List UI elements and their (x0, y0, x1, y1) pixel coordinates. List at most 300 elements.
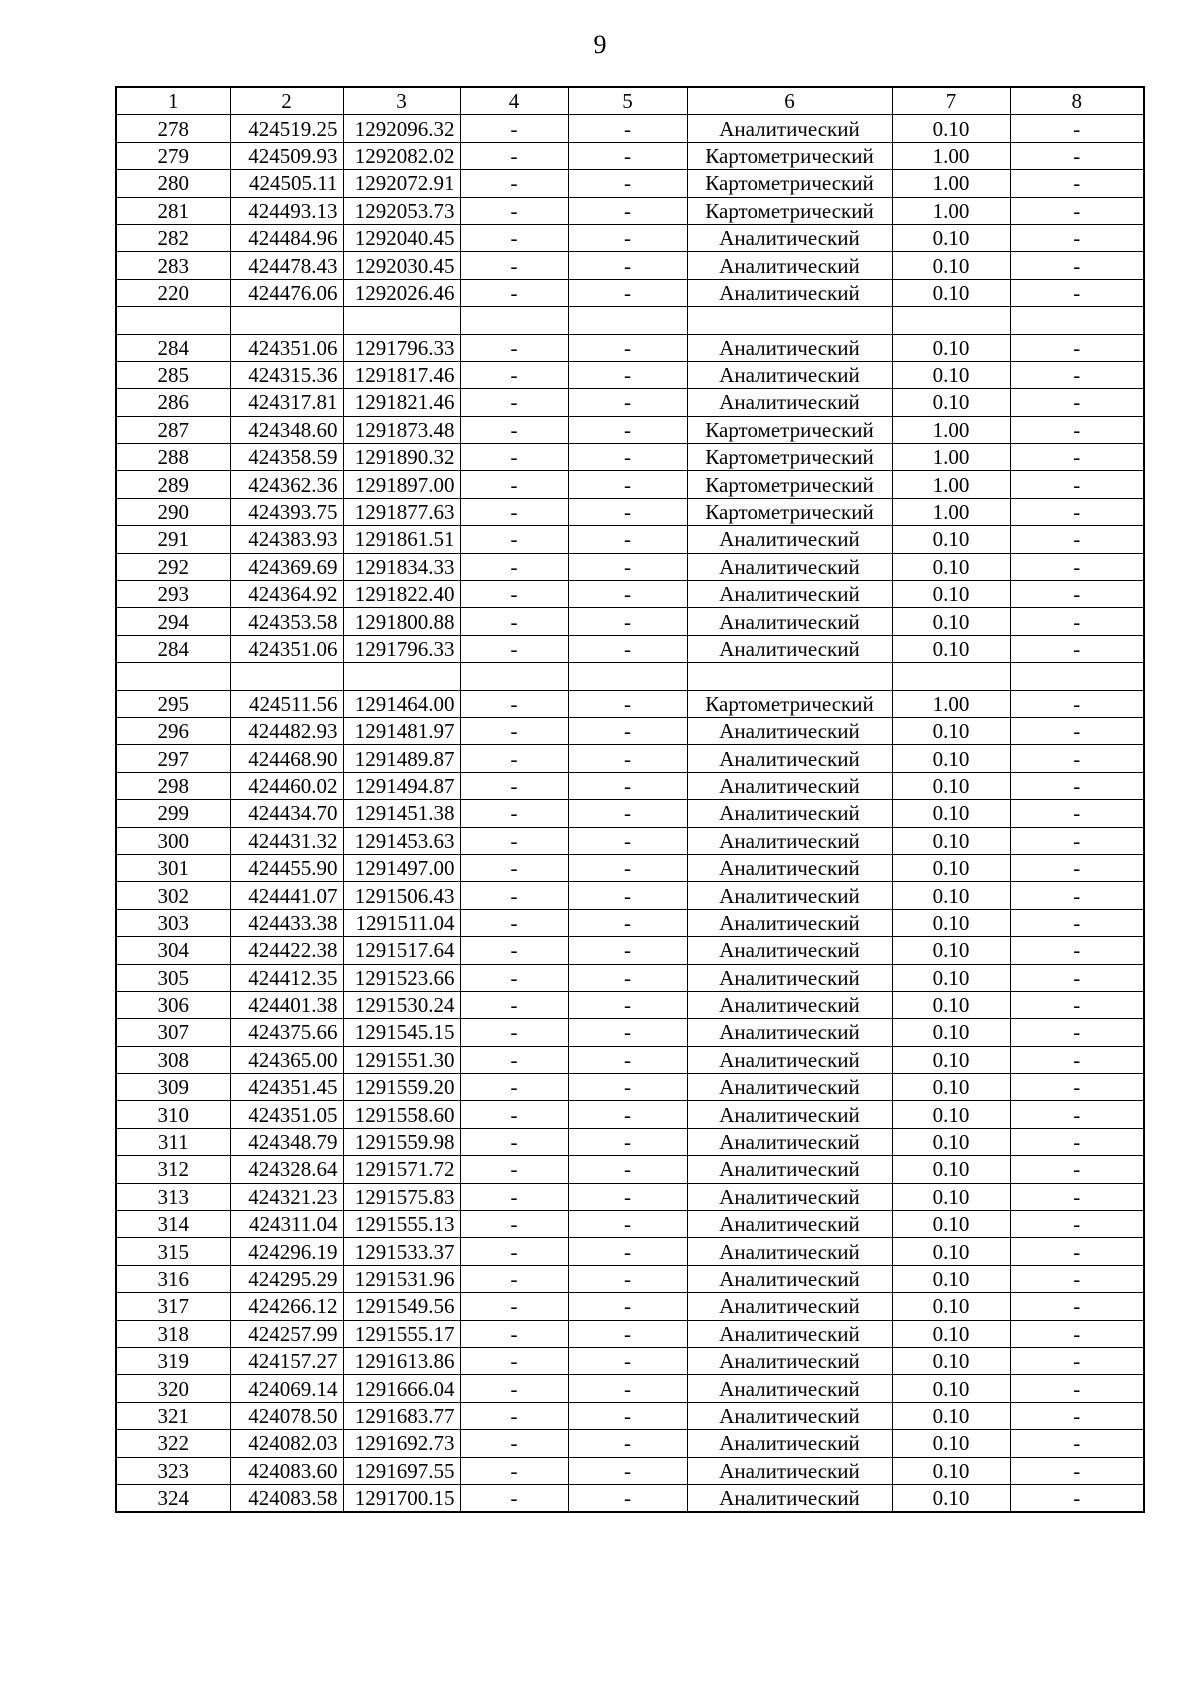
col-4-cell: - (460, 854, 568, 881)
point-number-cell: 306 (116, 991, 230, 1018)
coordinate-x-cell: 424317.81 (230, 389, 343, 416)
point-number-cell: 322 (116, 1430, 230, 1457)
point-number-cell: 309 (116, 1074, 230, 1101)
coordinate-y-cell: 1291511.04 (343, 909, 460, 936)
col-4-cell: - (460, 717, 568, 744)
coordinate-x-cell: 424083.60 (230, 1457, 343, 1484)
table-row (116, 115, 1144, 142)
point-number-cell: 285 (116, 361, 230, 388)
method-cell: Картометрический (687, 142, 892, 169)
accuracy-cell: 0.10 (892, 717, 1010, 744)
table-row (116, 964, 1144, 991)
col-4-cell: - (460, 1293, 568, 1320)
method-cell: Аналитический (687, 553, 892, 580)
col-4-cell: - (460, 1430, 568, 1457)
col-8-cell: - (1010, 526, 1144, 553)
col-8-cell: - (1010, 1101, 1144, 1128)
column-header-5: 5 (568, 87, 687, 115)
point-number-cell: 323 (116, 1457, 230, 1484)
col-4-cell: - (460, 1211, 568, 1238)
col-4-cell: - (460, 964, 568, 991)
col-5-cell: - (568, 1183, 687, 1210)
col-8-cell: - (1010, 1484, 1144, 1512)
coordinate-x-cell: 424393.75 (230, 498, 343, 525)
table-row (116, 553, 1144, 580)
coordinate-y-cell: 1291873.48 (343, 416, 460, 443)
accuracy-cell: 0.10 (892, 1293, 1010, 1320)
coordinate-x-cell: 424362.36 (230, 471, 343, 498)
accuracy-cell: 1.00 (892, 690, 1010, 717)
point-number-cell: 284 (116, 334, 230, 361)
coordinate-x-cell: 424478.43 (230, 252, 343, 279)
col-5-cell (568, 307, 687, 334)
col-5-cell: - (568, 1101, 687, 1128)
point-number-cell (116, 663, 230, 690)
point-number-cell: 293 (116, 581, 230, 608)
col-4-cell: - (460, 1375, 568, 1402)
table-row (116, 224, 1144, 251)
col-5-cell: - (568, 1375, 687, 1402)
coordinate-y-cell: 1292082.02 (343, 142, 460, 169)
col-5-cell: - (568, 115, 687, 142)
table-row (116, 854, 1144, 881)
col-8-cell: - (1010, 1046, 1144, 1073)
method-cell: Аналитический (687, 1046, 892, 1073)
col-4-cell: - (460, 1457, 568, 1484)
col-8-cell: - (1010, 1293, 1144, 1320)
coordinate-x-cell: 424468.90 (230, 745, 343, 772)
accuracy-cell: 0.10 (892, 991, 1010, 1018)
coordinate-x-cell: 424157.27 (230, 1347, 343, 1374)
coordinate-x-cell: 424441.07 (230, 882, 343, 909)
col-5-cell: - (568, 334, 687, 361)
accuracy-cell: 0.10 (892, 526, 1010, 553)
col-5-cell: - (568, 1019, 687, 1046)
method-cell: Аналитический (687, 882, 892, 909)
table-row (116, 334, 1144, 361)
coordinate-x-cell: 424493.13 (230, 197, 343, 224)
point-number-cell: 305 (116, 964, 230, 991)
coordinate-y-cell: 1291453.63 (343, 827, 460, 854)
coordinate-x-cell: 424296.19 (230, 1238, 343, 1265)
point-number-cell: 318 (116, 1320, 230, 1347)
method-cell: Аналитический (687, 361, 892, 388)
table-row (116, 772, 1144, 799)
col-4-cell: - (460, 553, 568, 580)
table-row (116, 1128, 1144, 1155)
coordinate-x-cell: 424078.50 (230, 1402, 343, 1429)
coordinate-x-cell: 424433.38 (230, 909, 343, 936)
table-row (116, 252, 1144, 279)
table-row (116, 690, 1144, 717)
coordinate-x-cell: 424295.29 (230, 1265, 343, 1292)
method-cell: Аналитический (687, 224, 892, 251)
method-cell: Аналитический (687, 909, 892, 936)
method-cell: Аналитический (687, 581, 892, 608)
col-5-cell: - (568, 142, 687, 169)
table-row (116, 581, 1144, 608)
point-number-cell: 299 (116, 800, 230, 827)
col-8-cell: - (1010, 717, 1144, 744)
col-5-cell: - (568, 717, 687, 744)
col-4-cell: - (460, 224, 568, 251)
coordinate-y-cell: 1291551.30 (343, 1046, 460, 1073)
col-4-cell: - (460, 1074, 568, 1101)
col-8-cell (1010, 307, 1144, 334)
accuracy-cell: 0.10 (892, 1265, 1010, 1292)
col-4-cell: - (460, 1265, 568, 1292)
coordinate-y-cell: 1291796.33 (343, 334, 460, 361)
coordinate-y-cell: 1291494.87 (343, 772, 460, 799)
method-cell: Аналитический (687, 1265, 892, 1292)
coordinate-x-cell: 424434.70 (230, 800, 343, 827)
coordinate-y-cell: 1291834.33 (343, 553, 460, 580)
coordinate-y-cell: 1291877.63 (343, 498, 460, 525)
table-row (116, 1046, 1144, 1073)
table-row (116, 1238, 1144, 1265)
coordinate-y-cell: 1291613.86 (343, 1347, 460, 1374)
coordinate-y-cell: 1291545.15 (343, 1019, 460, 1046)
method-cell: Аналитический (687, 964, 892, 991)
method-cell: Аналитический (687, 389, 892, 416)
col-5-cell: - (568, 772, 687, 799)
col-5-cell (568, 663, 687, 690)
coordinate-x-cell: 424315.36 (230, 361, 343, 388)
coordinate-x-cell: 424328.64 (230, 1156, 343, 1183)
col-8-cell (1010, 663, 1144, 690)
method-cell: Аналитический (687, 279, 892, 306)
method-cell: Аналитический (687, 608, 892, 635)
method-cell: Картометрический (687, 444, 892, 471)
accuracy-cell: 0.10 (892, 224, 1010, 251)
table-row (116, 1430, 1144, 1457)
col-5-cell: - (568, 800, 687, 827)
accuracy-cell: 0.10 (892, 1430, 1010, 1457)
col-5-cell: - (568, 389, 687, 416)
col-8-cell: - (1010, 142, 1144, 169)
coordinate-y-cell: 1291555.13 (343, 1211, 460, 1238)
accuracy-cell: 1.00 (892, 416, 1010, 443)
table-row (116, 1484, 1144, 1512)
col-4-cell: - (460, 142, 568, 169)
col-4-cell (460, 663, 568, 690)
table-row (116, 361, 1144, 388)
col-5-cell: - (568, 1265, 687, 1292)
coordinate-y-cell: 1291530.24 (343, 991, 460, 1018)
coordinate-x-cell: 424348.60 (230, 416, 343, 443)
coordinate-x-cell: 424348.79 (230, 1128, 343, 1155)
table-row (116, 909, 1144, 936)
point-number-cell: 288 (116, 444, 230, 471)
accuracy-cell: 0.10 (892, 1484, 1010, 1512)
coordinate-x-cell (230, 663, 343, 690)
col-8-cell: - (1010, 361, 1144, 388)
col-5-cell: - (568, 909, 687, 936)
coordinate-y-cell: 1291506.43 (343, 882, 460, 909)
col-4-cell: - (460, 882, 568, 909)
table-row (116, 444, 1144, 471)
coordinate-x-cell: 424375.66 (230, 1019, 343, 1046)
accuracy-cell: 0.10 (892, 115, 1010, 142)
method-cell: Аналитический (687, 1457, 892, 1484)
point-number-cell: 324 (116, 1484, 230, 1512)
col-5-cell: - (568, 690, 687, 717)
table-row (116, 1375, 1144, 1402)
table-row (116, 1183, 1144, 1210)
point-number-cell: 308 (116, 1046, 230, 1073)
method-cell: Картометрический (687, 690, 892, 717)
method-cell: Аналитический (687, 1430, 892, 1457)
method-cell: Аналитический (687, 772, 892, 799)
coordinate-y-cell: 1291821.46 (343, 389, 460, 416)
col-8-cell: - (1010, 389, 1144, 416)
col-4-cell: - (460, 1019, 568, 1046)
col-4-cell: - (460, 1347, 568, 1374)
table-row (116, 1074, 1144, 1101)
col-5-cell: - (568, 252, 687, 279)
col-4-cell: - (460, 1046, 568, 1073)
col-4-cell: - (460, 389, 568, 416)
coordinate-x-cell: 424460.02 (230, 772, 343, 799)
coordinates-table (115, 86, 1145, 1513)
coordinate-x-cell: 424383.93 (230, 526, 343, 553)
col-4-cell: - (460, 991, 568, 1018)
point-number-cell: 319 (116, 1347, 230, 1374)
page-number: 9 (593, 30, 607, 59)
method-cell: Аналитический (687, 745, 892, 772)
point-number-cell: 289 (116, 471, 230, 498)
column-header-3: 3 (343, 87, 460, 115)
col-8-cell: - (1010, 690, 1144, 717)
col-8-cell: - (1010, 1375, 1144, 1402)
col-4-cell: - (460, 1128, 568, 1155)
point-number-cell: 220 (116, 279, 230, 306)
coordinate-y-cell: 1291517.64 (343, 937, 460, 964)
table-row (116, 170, 1144, 197)
method-cell: Аналитический (687, 1074, 892, 1101)
col-4-cell: - (460, 498, 568, 525)
coordinate-x-cell: 424082.03 (230, 1430, 343, 1457)
method-cell: Картометрический (687, 170, 892, 197)
point-number-cell: 291 (116, 526, 230, 553)
point-number-cell: 298 (116, 772, 230, 799)
col-5-cell: - (568, 1430, 687, 1457)
accuracy-cell: 0.10 (892, 389, 1010, 416)
point-number-cell: 296 (116, 717, 230, 744)
method-cell (687, 307, 892, 334)
accuracy-cell: 0.10 (892, 608, 1010, 635)
accuracy-cell: 0.10 (892, 964, 1010, 991)
col-8-cell: - (1010, 937, 1144, 964)
col-8-cell: - (1010, 334, 1144, 361)
coordinate-x-cell: 424266.12 (230, 1293, 343, 1320)
accuracy-cell: 0.10 (892, 1074, 1010, 1101)
col-5-cell: - (568, 882, 687, 909)
table-body (116, 115, 1144, 1512)
col-4-cell: - (460, 252, 568, 279)
col-5-cell: - (568, 197, 687, 224)
col-8-cell: - (1010, 827, 1144, 854)
coordinate-y-cell: 1291523.66 (343, 964, 460, 991)
col-8-cell: - (1010, 581, 1144, 608)
col-5-cell: - (568, 526, 687, 553)
col-5-cell: - (568, 854, 687, 881)
col-4-cell: - (460, 334, 568, 361)
col-5-cell: - (568, 224, 687, 251)
table-row (116, 800, 1144, 827)
table-row (116, 937, 1144, 964)
point-number-cell: 278 (116, 115, 230, 142)
accuracy-cell: 0.10 (892, 361, 1010, 388)
col-5-cell: - (568, 581, 687, 608)
col-5-cell: - (568, 1457, 687, 1484)
col-8-cell: - (1010, 1347, 1144, 1374)
col-5-cell: - (568, 991, 687, 1018)
point-number-cell: 294 (116, 608, 230, 635)
col-8-cell: - (1010, 279, 1144, 306)
table-row (116, 882, 1144, 909)
coordinate-y-cell (343, 307, 460, 334)
point-number-cell: 297 (116, 745, 230, 772)
coordinate-y-cell: 1291533.37 (343, 1238, 460, 1265)
method-cell: Аналитический (687, 1101, 892, 1128)
coordinate-y-cell (343, 663, 460, 690)
method-cell: Картометрический (687, 471, 892, 498)
coordinate-x-cell: 424351.05 (230, 1101, 343, 1128)
col-8-cell: - (1010, 1156, 1144, 1183)
accuracy-cell: 0.10 (892, 553, 1010, 580)
col-4-cell: - (460, 608, 568, 635)
col-4-cell: - (460, 115, 568, 142)
table-row (116, 608, 1144, 635)
point-number-cell: 314 (116, 1211, 230, 1238)
col-8-cell: - (1010, 772, 1144, 799)
method-cell: Аналитический (687, 1293, 892, 1320)
col-4-cell: - (460, 1484, 568, 1512)
col-8-cell: - (1010, 1457, 1144, 1484)
col-4-cell: - (460, 1101, 568, 1128)
method-cell: Аналитический (687, 717, 892, 744)
accuracy-cell: 0.10 (892, 745, 1010, 772)
coordinate-x-cell: 424311.04 (230, 1211, 343, 1238)
col-8-cell: - (1010, 800, 1144, 827)
column-header-2: 2 (230, 87, 343, 115)
col-5-cell: - (568, 635, 687, 662)
coordinate-y-cell: 1291481.97 (343, 717, 460, 744)
point-number-cell: 321 (116, 1402, 230, 1429)
col-4-cell: - (460, 471, 568, 498)
accuracy-cell: 0.10 (892, 937, 1010, 964)
coordinate-y-cell: 1292040.45 (343, 224, 460, 251)
table-header-row (116, 87, 1144, 115)
accuracy-cell: 0.10 (892, 279, 1010, 306)
accuracy-cell: 1.00 (892, 444, 1010, 471)
point-number-cell: 284 (116, 635, 230, 662)
accuracy-cell: 0.10 (892, 1238, 1010, 1265)
accuracy-cell: 1.00 (892, 170, 1010, 197)
table-row (116, 197, 1144, 224)
col-5-cell: - (568, 1074, 687, 1101)
point-number-cell: 292 (116, 553, 230, 580)
col-4-cell: - (460, 690, 568, 717)
coordinate-y-cell: 1291683.77 (343, 1402, 460, 1429)
coordinate-x-cell: 424401.38 (230, 991, 343, 1018)
col-5-cell: - (568, 1293, 687, 1320)
point-number-cell: 316 (116, 1265, 230, 1292)
point-number-cell: 287 (116, 416, 230, 443)
coordinate-y-cell: 1291666.04 (343, 1375, 460, 1402)
coordinate-y-cell: 1291800.88 (343, 608, 460, 635)
coordinate-y-cell: 1291575.83 (343, 1183, 460, 1210)
col-5-cell: - (568, 1128, 687, 1155)
separator-row (116, 663, 1144, 690)
coordinate-x-cell: 424083.58 (230, 1484, 343, 1512)
method-cell: Аналитический (687, 800, 892, 827)
point-number-cell: 279 (116, 142, 230, 169)
method-cell: Аналитический (687, 1375, 892, 1402)
coordinate-y-cell: 1291464.00 (343, 690, 460, 717)
coordinate-x-cell: 424412.35 (230, 964, 343, 991)
col-4-cell: - (460, 581, 568, 608)
coordinate-x-cell: 424511.56 (230, 690, 343, 717)
col-8-cell: - (1010, 1128, 1144, 1155)
coordinate-x-cell: 424509.93 (230, 142, 343, 169)
col-4-cell: - (460, 745, 568, 772)
accuracy-cell: 0.10 (892, 1320, 1010, 1347)
coordinate-x-cell: 424422.38 (230, 937, 343, 964)
col-8-cell: - (1010, 1074, 1144, 1101)
table-row (116, 279, 1144, 306)
col-8-cell: - (1010, 1238, 1144, 1265)
col-5-cell: - (568, 608, 687, 635)
point-number-cell: 304 (116, 937, 230, 964)
col-8-cell: - (1010, 1265, 1144, 1292)
col-5-cell: - (568, 553, 687, 580)
coordinate-y-cell: 1292053.73 (343, 197, 460, 224)
table-row (116, 389, 1144, 416)
point-number-cell: 301 (116, 854, 230, 881)
table-row (116, 416, 1144, 443)
table-row (116, 1265, 1144, 1292)
coordinate-x-cell: 424351.06 (230, 334, 343, 361)
point-number-cell: 307 (116, 1019, 230, 1046)
col-5-cell: - (568, 1347, 687, 1374)
separator-row (116, 307, 1144, 334)
method-cell (687, 663, 892, 690)
coordinate-y-cell: 1291822.40 (343, 581, 460, 608)
col-4-cell: - (460, 1402, 568, 1429)
col-8-cell: - (1010, 854, 1144, 881)
point-number-cell: 282 (116, 224, 230, 251)
col-5-cell: - (568, 444, 687, 471)
col-4-cell: - (460, 909, 568, 936)
coordinate-y-cell: 1291558.60 (343, 1101, 460, 1128)
method-cell: Аналитический (687, 1211, 892, 1238)
method-cell: Аналитический (687, 991, 892, 1018)
coordinate-x-cell: 424257.99 (230, 1320, 343, 1347)
table-row (116, 991, 1144, 1018)
coordinate-x-cell: 424358.59 (230, 444, 343, 471)
col-8-cell: - (1010, 471, 1144, 498)
col-8-cell: - (1010, 252, 1144, 279)
point-number-cell: 286 (116, 389, 230, 416)
column-header-6: 6 (687, 87, 892, 115)
accuracy-cell: 0.10 (892, 909, 1010, 936)
coordinate-y-cell: 1291571.72 (343, 1156, 460, 1183)
coordinate-y-cell: 1291497.00 (343, 854, 460, 881)
method-cell: Аналитический (687, 115, 892, 142)
coordinate-y-cell: 1291489.87 (343, 745, 460, 772)
